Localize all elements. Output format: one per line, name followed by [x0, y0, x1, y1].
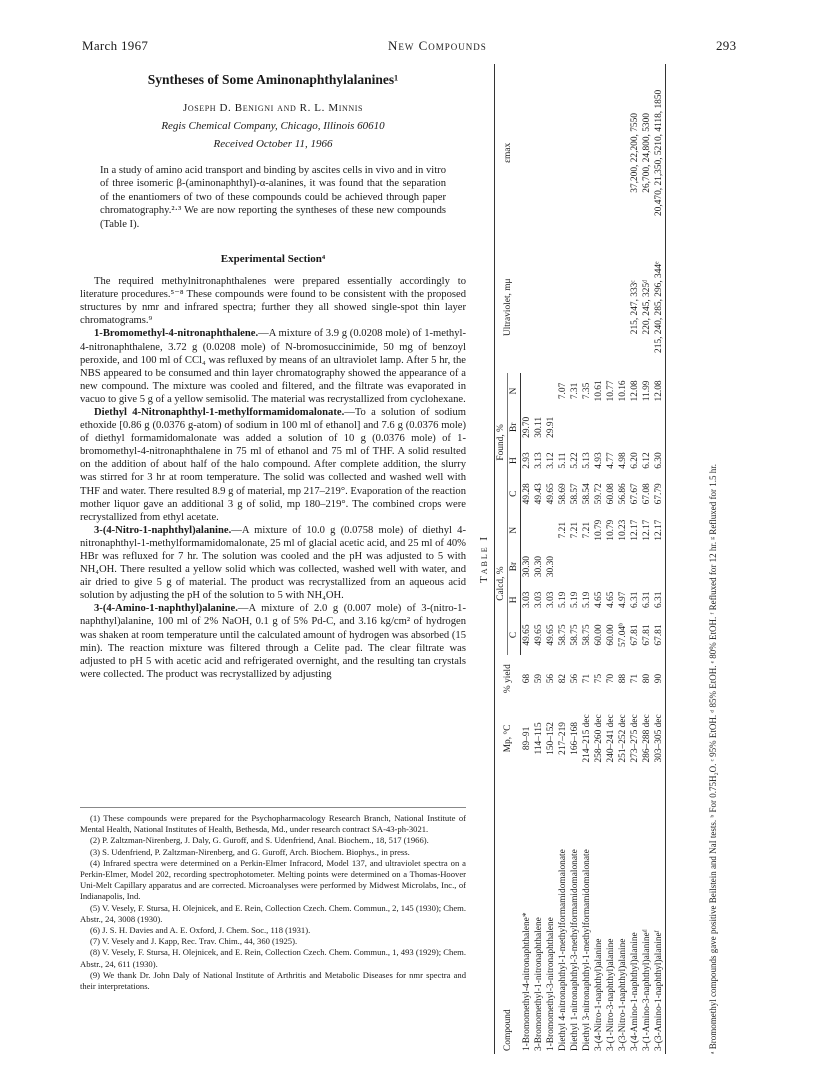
cell-cbr: 30.30 [534, 556, 544, 578]
cell-mp: 214–215 dec [582, 714, 592, 763]
cell-fh: 6.30 [653, 446, 666, 476]
cell-fc: 49.28 [522, 483, 532, 505]
cell-eps: 26,700, 24,800, 5300 [642, 113, 652, 193]
col-header-found-n: N [508, 373, 521, 409]
cell-cc: 67.81 [653, 615, 666, 655]
table-row [605, 64, 617, 1054]
cell-cc: 58.75 [570, 624, 580, 646]
cell-ch: 3.03 [534, 591, 544, 609]
cell-yield: 71 [630, 673, 640, 684]
col-header-yield: % yield [495, 655, 521, 702]
col-header-compound: Compound [495, 775, 521, 1054]
cell-cn: 10.23 [618, 519, 628, 541]
cell-uv: 215, 247, 333ᶜ [630, 280, 640, 335]
cell-fbr: 29.70 [522, 416, 532, 438]
cell-cbr [605, 548, 617, 584]
cell-cn [533, 512, 545, 548]
cell-compound: 1-Bromomethyl-3-nitronaphthalene [546, 917, 556, 1051]
cell-cc: 58.75 [582, 624, 592, 646]
cell-fh: 6.12 [642, 452, 652, 469]
article-affiliation: Regis Chemical Company, Chicago, Illinois 60610 [161, 120, 385, 132]
cell-yield: 82 [558, 673, 568, 684]
cell-cc: 49.65 [546, 624, 556, 646]
page-number: 293 [716, 38, 737, 53]
paragraph: 3-(4-Nitro-1-naphthyl)alanine.—A mixture of 10.0 g (0.0758 mole) of diethyl 4-nitronaphthyl-1-methylformamidomalonate, 25 ml of glacial acetic acid, and 25 ml of 40% HBr was refluxed for 7 hr. The solution was cooled and the pH was adjusted to 5 with NH₄OH. There resulted a yellow solid which was collected, washed well with water, and air dried to give 5 g of material. The product was recrystallized from an aqueous acid solution by adjusting the pH of the solution to 5 with NH₄OH. [80, 524, 466, 602]
col-header-calcd-h: H [508, 585, 521, 615]
paragraph: Diethyl 4-Nitronaphthyl-1-methylformamidomalonate.—To a solution of sodium ethoxide [0.86 g (0.0376 g-atom) of sodium in 100 ml of ethanol] and 7.6 g (0.0376 mole) of diethyl formamidomalonate was added a solution of 10 g (0.0376 mole) of 1-bromomethyl-4-nitronaphthalene in 75 ml of ethanol and 75 ml of THF. A solid resulted on the addition of about half of the halo compound. After complete addition, the slurry was stirred for 3 hr at room temperature. The solid was collected and washed well with THF and water. There resulted 8.9 g of material, mp 217–219°. Evaporation of the reaction mother liquor gave an additional 3 g of solid, mp 180–219°. The combined crops were recrystallized from ethyl acetate. [80, 406, 466, 523]
cell-eps [533, 64, 545, 242]
cell-cc: 49.65 [534, 624, 544, 646]
cell-cn: 12.17 [630, 519, 640, 541]
cell-fn: 10.61 [594, 380, 604, 402]
footnote: (3) S. Udenfriend, P. Zaltzman-Nirenberg, and G. Guroff, Arch. Biochem. Biophys., in press. [90, 846, 410, 857]
cell-eps [593, 64, 605, 242]
cell-fn: 10.16 [618, 380, 628, 402]
cell-ch: 6.31 [630, 591, 640, 609]
cell-fc: 67.79 [653, 476, 666, 512]
cell-uv [569, 242, 581, 373]
cell-cn: 12.17 [642, 519, 652, 541]
cell-uv [557, 242, 569, 373]
col-header-calcd-c: C [508, 615, 521, 655]
cell-yield: 90 [653, 655, 666, 702]
cell-compound: 3-(1-Amino-3-naphthyl)alanineᵈ [642, 929, 652, 1051]
cell-compound: Diethyl 4-nitronaphthyl-1-methylformamidomalonate [558, 849, 568, 1051]
cell-eps [605, 64, 617, 242]
cell-fh: 4.93 [594, 452, 604, 469]
cell-fbr [593, 409, 605, 445]
col-header-calcd-br: Br [508, 548, 521, 584]
cell-yield: 88 [618, 673, 628, 684]
table-row [569, 64, 581, 1054]
cell-cn: 7.21 [582, 521, 592, 539]
cell-fn: 12.08 [630, 380, 640, 402]
table-title: Table I [478, 534, 490, 584]
cell-fn: 12.08 [653, 373, 666, 409]
cell-fn [533, 373, 545, 409]
table-row [581, 64, 593, 1054]
cell-cn: 7.21 [570, 521, 580, 539]
cell-cbr [653, 548, 666, 584]
cell-fc: 56.86 [618, 483, 628, 505]
paragraph: 1-Bromomethyl-4-nitronaphthalene.—A mixture of 3.9 g (0.0208 mole) of 1-methyl-4-nitronaphthalene, 3.72 g (0.0208 mole) of N-bromosuccinimide, 50 mg of benzoyl peroxide, and 100 ml of CCl₄ was refluxed by means of an ultraviolet lamp. After 5 hr, the NBS appeared to be consumed and thin layer chromatography showed the appearance of a new compound. The mixture was cooled and filtered, and the filtrate was evaporated in vacuo to give 5 g of a yellow semisolid. The material was recrystallized from cyclohexane. [80, 328, 466, 405]
cell-cc: 58.75 [558, 624, 568, 646]
paragraph: 3-(4-Amino-1-naphthyl)alanine.—A mixture of 2.0 g (0.007 mole) of 3-(nitro-1-naphthyl)alanine, 100 ml of 2% NaOH, 0.1 g of 5% Pd-C, and 3.16 kg/cm² of hydrogen was shaken at room temperature until the calculated amount of hydrogen was absorbed (15 min). The reaction mixture was filtered through a Celite pad. The clear filtrate was adjusted to pH 5 with acetic acid and refrigerated overnight, and the resulting tan crystals were collected. The product was recrystallized by adjusting [80, 603, 466, 680]
cell-eps [581, 64, 593, 242]
cell-mp: 89–91 [521, 726, 532, 751]
cell-yield: 56 [570, 673, 580, 684]
col-header-found-c: C [508, 476, 521, 512]
cell-ch: 4.65 [606, 591, 616, 609]
cell-yield: 56 [546, 673, 556, 684]
cell-cn: 7.21 [558, 521, 568, 539]
cell-cbr [593, 548, 605, 584]
cell-compound: 3-(3-Amino-1-naphthyl)alanineᶠ [653, 775, 666, 1054]
cell-fbr [641, 409, 653, 445]
cell-ch: 3.03 [522, 591, 532, 609]
cell-fh: 3.12 [546, 452, 556, 469]
cell-fh: 2.93 [522, 452, 532, 469]
cell-mp: 150–152 [546, 722, 556, 755]
table-footnote: ᵃ Bromomethyl compounds gave positive Beilstein and NaI tests. ᵇ For 0.75H₂O. ᶜ 95% EtOH. ᵈ 85% EtOH. ᵉ 80% EtOH. ᶠ Refluxed for 12 hr. ᵍ Refluxed for 1.5 hr. [708, 463, 718, 1054]
cell-cn: 12.17 [653, 512, 666, 548]
table-row [629, 64, 641, 1054]
cell-compound: Diethyl 1-nitronaphthyl-3-methylformamidomalonate [570, 849, 580, 1051]
cell-fn: 7.35 [582, 382, 592, 400]
cell-compound: 3-(1-Nitro-3-naphthyl)alanine [606, 938, 616, 1051]
cell-cn: 10.79 [606, 519, 616, 541]
col-header-uv: Ultraviolet, mμ [495, 242, 521, 373]
cell-uv [605, 242, 617, 373]
paragraph: The required methylnitronaphthalenes were prepared essentially accordingly to literature procedures.⁵⁻⁸ These compounds were found to be consistent with the proposed structures by nmr and infrared spectra; further they all showed single-spot thin layer chromatograms.⁹ [80, 276, 466, 327]
table-row [557, 64, 569, 1054]
cell-fc: 49.43 [534, 483, 544, 505]
cell-eps [557, 64, 569, 242]
left-column [80, 66, 466, 681]
table-row [617, 64, 629, 1054]
cell-uv [545, 242, 557, 373]
cell-cc: 57.04ᵇ [618, 623, 628, 648]
cell-fbr: 30.11 [534, 416, 544, 438]
footnote: (5) V. Vesely, F. Stursa, H. Olejnicek, and E. Rein, Collection Czech. Chem. Commun., 2, 145 (1930); Chem. Abstr., 24, 3008 (1930). [80, 902, 466, 924]
cell-fc: 67.08 [642, 483, 652, 505]
cell-cbr [581, 548, 593, 584]
body-text [80, 275, 466, 681]
cell-fh: 5.22 [570, 452, 580, 469]
cell-compound: 3-(3-Nitro-1-naphthyl)alanine [618, 938, 628, 1051]
cell-mp: 166–168 [570, 722, 580, 755]
cell-fh: 5.11 [558, 452, 568, 469]
cell-uv [593, 242, 605, 373]
cell-compound: 3-(4-Amino-1-naphthyl)alanine [630, 932, 640, 1051]
cell-cc: 67.81 [630, 624, 640, 646]
cell-cc: 60.00 [606, 624, 616, 646]
col-header-mp: Mp, °C [495, 702, 521, 775]
footnote: (1) These compounds were prepared for the Psychopharmacology Research Branch, National Institute of Mental Health, National Institutes of Health, Bethesda, Md., under research contract SA-43-ph-3021. [80, 813, 466, 835]
cell-ch: 5.19 [570, 591, 580, 609]
cell-yield: 75 [594, 673, 604, 684]
cell-fh: 4.98 [618, 452, 628, 469]
cell-cbr: 30.30 [546, 556, 556, 578]
cell-cbr [569, 548, 581, 584]
cell-cn: 10.79 [594, 519, 604, 541]
cell-mp: 251–252 dec [618, 714, 628, 763]
footnotes [80, 807, 466, 992]
cell-eps: 20,470, 21,350, 5210, 4118, 1850 [653, 64, 666, 242]
cell-uv [581, 242, 593, 373]
cell-cbr [557, 548, 569, 584]
cell-fc: 49.65 [546, 483, 556, 505]
cell-mp: 217–219 [558, 722, 568, 755]
cell-fc: 60.08 [606, 483, 616, 505]
cell-fc: 58.54 [582, 483, 592, 505]
cell-fn: 7.31 [570, 382, 580, 400]
cell-fbr [605, 409, 617, 445]
cell-fc: 58.57 [570, 483, 580, 505]
cell-fbr [581, 409, 593, 445]
cell-eps [617, 64, 629, 242]
received-date: Received October 11, 1966 [213, 138, 333, 150]
table-1 [476, 64, 746, 1054]
cell-fn [545, 373, 557, 409]
cell-mp: 286–288 dec [642, 714, 652, 763]
cell-fbr [617, 409, 629, 445]
cell-fbr [629, 409, 641, 445]
cell-fh: 5.13 [582, 452, 592, 469]
cell-compound: 3-Bromomethyl-1-nitronaphthalene [534, 917, 544, 1051]
table-row [653, 64, 666, 1054]
footnote: (2) P. Zaltzman-Nirenberg, J. Daly, G. Guroff, and S. Udenfriend, Anal. Biochem., 18, 517 (1966). [90, 835, 429, 846]
cell-yield: 68 [521, 673, 532, 684]
col-group-found: Found, % [495, 373, 508, 512]
article-title: Syntheses of Some Aminonaphthylalanines¹ [147, 72, 399, 87]
cell-cbr [617, 548, 629, 584]
cell-uv: 215, 240, 285, 296, 344ᵉ [653, 242, 666, 373]
running-header-date: March 1967 [82, 38, 149, 53]
cell-cbr [629, 548, 641, 584]
cell-cn [521, 512, 534, 548]
cell-fh: 4.77 [606, 452, 616, 469]
cell-uv: 220, 245, 325ᵈ [642, 280, 652, 335]
cell-compound: Diethyl 3-nitronaphthyl-1-methylformamidomalonate [582, 849, 592, 1051]
cell-yield: 80 [642, 673, 652, 684]
col-header-eps: εmax [495, 64, 521, 242]
cell-cc: 49.65 [522, 624, 532, 646]
col-header-found-h: H [508, 446, 521, 476]
cell-fbr [557, 409, 569, 445]
cell-fc: 58.69 [558, 483, 568, 505]
footnote: (4) Infrared spectra were determined on a Perkin-Elmer Infracord, Model 137, and ultraviolet spectra on a Perkin-Elmer, Model 202, recording spectrophotometer. Melting points were determined on a Thomas-Hoover Uni-Melt Capillary apparatus and are corrected. Microanalyses were performed by Midwest Microlabs, Inc., of Indianapolis, Ind. [80, 857, 466, 902]
footnote: (7) V. Vesely and J. Kapp, Rec. Trav. Chim., 44, 360 (1925). [90, 936, 298, 947]
cell-eps [521, 64, 534, 242]
running-header-journal: New Compounds [388, 38, 487, 53]
col-group-calcd: Calcd, % [495, 512, 508, 655]
cell-ch: 4.97 [618, 591, 628, 609]
cell-ch: 6.31 [642, 591, 652, 609]
cell-fh: 6.20 [630, 452, 640, 469]
cell-fh: 3.13 [534, 452, 544, 469]
cell-ch: 3.03 [546, 591, 556, 609]
cell-mp: 258–260 dec [594, 714, 604, 763]
cell-cbr [641, 548, 653, 584]
col-header-calcd-n: N [508, 512, 521, 548]
cell-fbr [653, 409, 666, 445]
cell-compound: 1-Bromomethyl-4-nitronaphthalene* [521, 912, 532, 1051]
cell-uv [533, 242, 545, 373]
table-row [545, 64, 557, 1054]
cell-fn: 11.99 [642, 380, 652, 402]
table-row [641, 64, 653, 1054]
cell-yield: 70 [606, 673, 616, 684]
table-row [533, 64, 545, 1054]
cell-fc: 67.67 [630, 483, 640, 505]
cell-fc: 59.72 [594, 483, 604, 505]
cell-mp: 273–275 dec [630, 714, 640, 763]
cell-fbr: 29.91 [546, 416, 556, 438]
footnote: (9) We thank Dr. John Daly of National Institute of Arthritis and Metabolic Diseases for nmr spectra and their interpretations. [80, 969, 466, 992]
cell-ch: 4.65 [594, 591, 604, 609]
cell-fbr [569, 409, 581, 445]
cell-cc: 60.00 [594, 624, 604, 646]
cell-ch: 5.19 [582, 591, 592, 609]
cell-mp: 240–241 dec [606, 714, 616, 763]
cell-fn [521, 373, 534, 409]
cell-mp: 303–305 dec [653, 702, 666, 775]
cell-eps [545, 64, 557, 242]
cell-yield: 59 [534, 673, 544, 684]
cell-uv [521, 242, 534, 373]
article-authors: Joseph D. Benigni and R. L. Minnis [182, 102, 364, 114]
cell-fn: 10.77 [606, 380, 616, 402]
footnote: (8) V. Vesely, F. Stursa, H. Olejnicek, and E. Rein, Collection Czech. Chem. Commun., 1, 493 (1929); Chem. Abstr., 24, 611 (1930). [80, 947, 466, 969]
cell-cbr: 30.30 [522, 556, 532, 578]
cell-cc: 67.81 [642, 624, 652, 646]
col-header-found-br: Br [508, 409, 521, 445]
cell-mp: 114–115 [534, 722, 544, 755]
footnote: (6) J. S. H. Davies and A. E. Oxford, J. Chem. Soc., 118 (1931). [90, 925, 311, 936]
abstract: In a study of amino acid transport and binding by ascites cells in vivo and in vitro of three isomeric β-(aminonaphthyl)-α-alanines, it was found that the separation of the enantiomers of two of these compounds could be achieved through paper chromatography.²·³ We are now reporting the syntheses of these new compounds (Table I). [100, 165, 446, 230]
cell-fn: 7.07 [558, 382, 568, 400]
table-row [593, 64, 605, 1054]
cell-ch: 5.19 [558, 591, 568, 609]
cell-cn [545, 512, 557, 548]
cell-ch: 6.31 [653, 585, 666, 615]
cell-compound: 3-(4-Nitro-1-naphthyl)alanine [594, 938, 604, 1051]
cell-eps [569, 64, 581, 242]
cell-uv [617, 242, 629, 373]
cell-yield: 71 [582, 673, 592, 684]
table-row [521, 64, 534, 1054]
section-heading: Experimental Section⁴ [220, 253, 326, 266]
data-table [494, 64, 666, 1054]
cell-eps: 37,200, 22,200, 7550 [630, 113, 640, 193]
table-body [521, 64, 666, 1054]
